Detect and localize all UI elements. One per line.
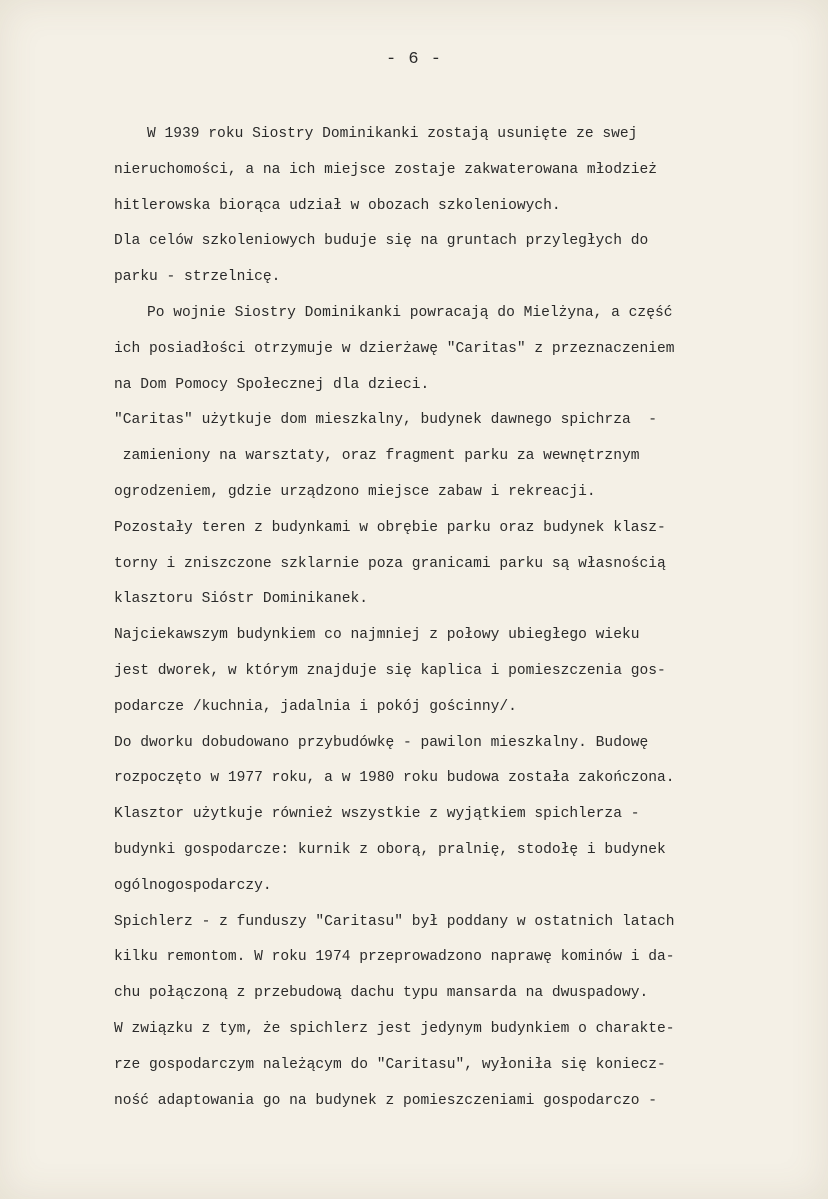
- text-line: klasztoru Sióstr Dominikanek.: [114, 591, 368, 608]
- text-line: Klasztor użytkuje również wszystkie z wyjątkiem spichlerza -: [114, 806, 640, 823]
- text-line: "Caritas" użytkuje dom mieszkalny, budynek dawnego spichrza -: [114, 412, 657, 429]
- text-line: parku - strzelnicę.: [114, 269, 281, 286]
- text-line: nieruchomości, a na ich miejsce zostaje zakwaterowana młodzież: [114, 161, 657, 178]
- text-line: hitlerowska biorąca udział w obozach szkoleniowych.: [114, 197, 561, 214]
- text-line: podarcze /kuchnia, jadalnia i pokój gościnny/.: [114, 698, 517, 715]
- text-line: ogólnogospodarczy.: [114, 877, 272, 894]
- text-line: budynki gospodarcze: kurnik z oborą, pralnię, stodołę i budynek: [114, 842, 666, 858]
- text-line: torny i zniszczone szklarnie poza granicami parku są własnością: [114, 555, 666, 572]
- text-line: na Dom Pomocy Społecznej dla dzieci.: [114, 376, 430, 393]
- text-line: ność adaptowania go na budynek z pomieszczeniami gospodarczo -: [114, 1092, 657, 1109]
- text-line: Do dworku dobudowano przybudówkę - pawilon mieszkalny. Budowę: [114, 734, 649, 751]
- text-line: zamieniony na warsztaty, oraz fragment parku za wewnętrznym: [114, 448, 640, 465]
- text-line: Pozostały teren z budynkami w obrębie parku oraz budynek klasz-: [114, 519, 666, 536]
- text-line: rozpoczęto w 1977 roku, a w 1980 roku budowa została zakończona.: [114, 770, 675, 787]
- text-line: Dla celów szkoleniowych buduje się na gruntach przyległych do: [114, 233, 649, 250]
- text-line: Spichlerz - z funduszy "Caritasu" był poddany w ostatnich latach: [114, 913, 675, 930]
- text-line: jest dworek, w którym znajduje się kaplica i pomieszczenia gos-: [114, 663, 666, 679]
- text-line: ich posiadłości otrzymuje w dzierżawę "Caritas" z przeznaczeniem: [114, 340, 675, 357]
- text-line: ogrodzeniem, gdzie urządzono miejsce zabaw i rekreacji.: [114, 484, 596, 500]
- text-line: Najciekawszym budynkiem co najmniej z połowy ubiegłego wieku: [114, 627, 640, 644]
- text-line: chu połączoną z przebudową dachu typu mansarda na dwuspadowy.: [114, 985, 649, 1002]
- text-line: W 1939 roku Siostry Dominikanki zostają usunięte ze swej: [147, 126, 638, 142]
- text-line: kilku remontom. W roku 1974 przeprowadzono naprawę kominów i da-: [114, 949, 675, 966]
- text-line: rze gospodarczym należącym do "Caritasu", wyłoniła się koniecz-: [114, 1056, 666, 1073]
- text-line: Po wojnie Siostry Dominikanki powracają do Mielżyna, a część: [147, 305, 673, 321]
- page-number: - 6 -: [385, 50, 442, 69]
- text-line: W związku z tym, że spichlerz jest jedynym budynkiem o charakte-: [114, 1021, 675, 1037]
